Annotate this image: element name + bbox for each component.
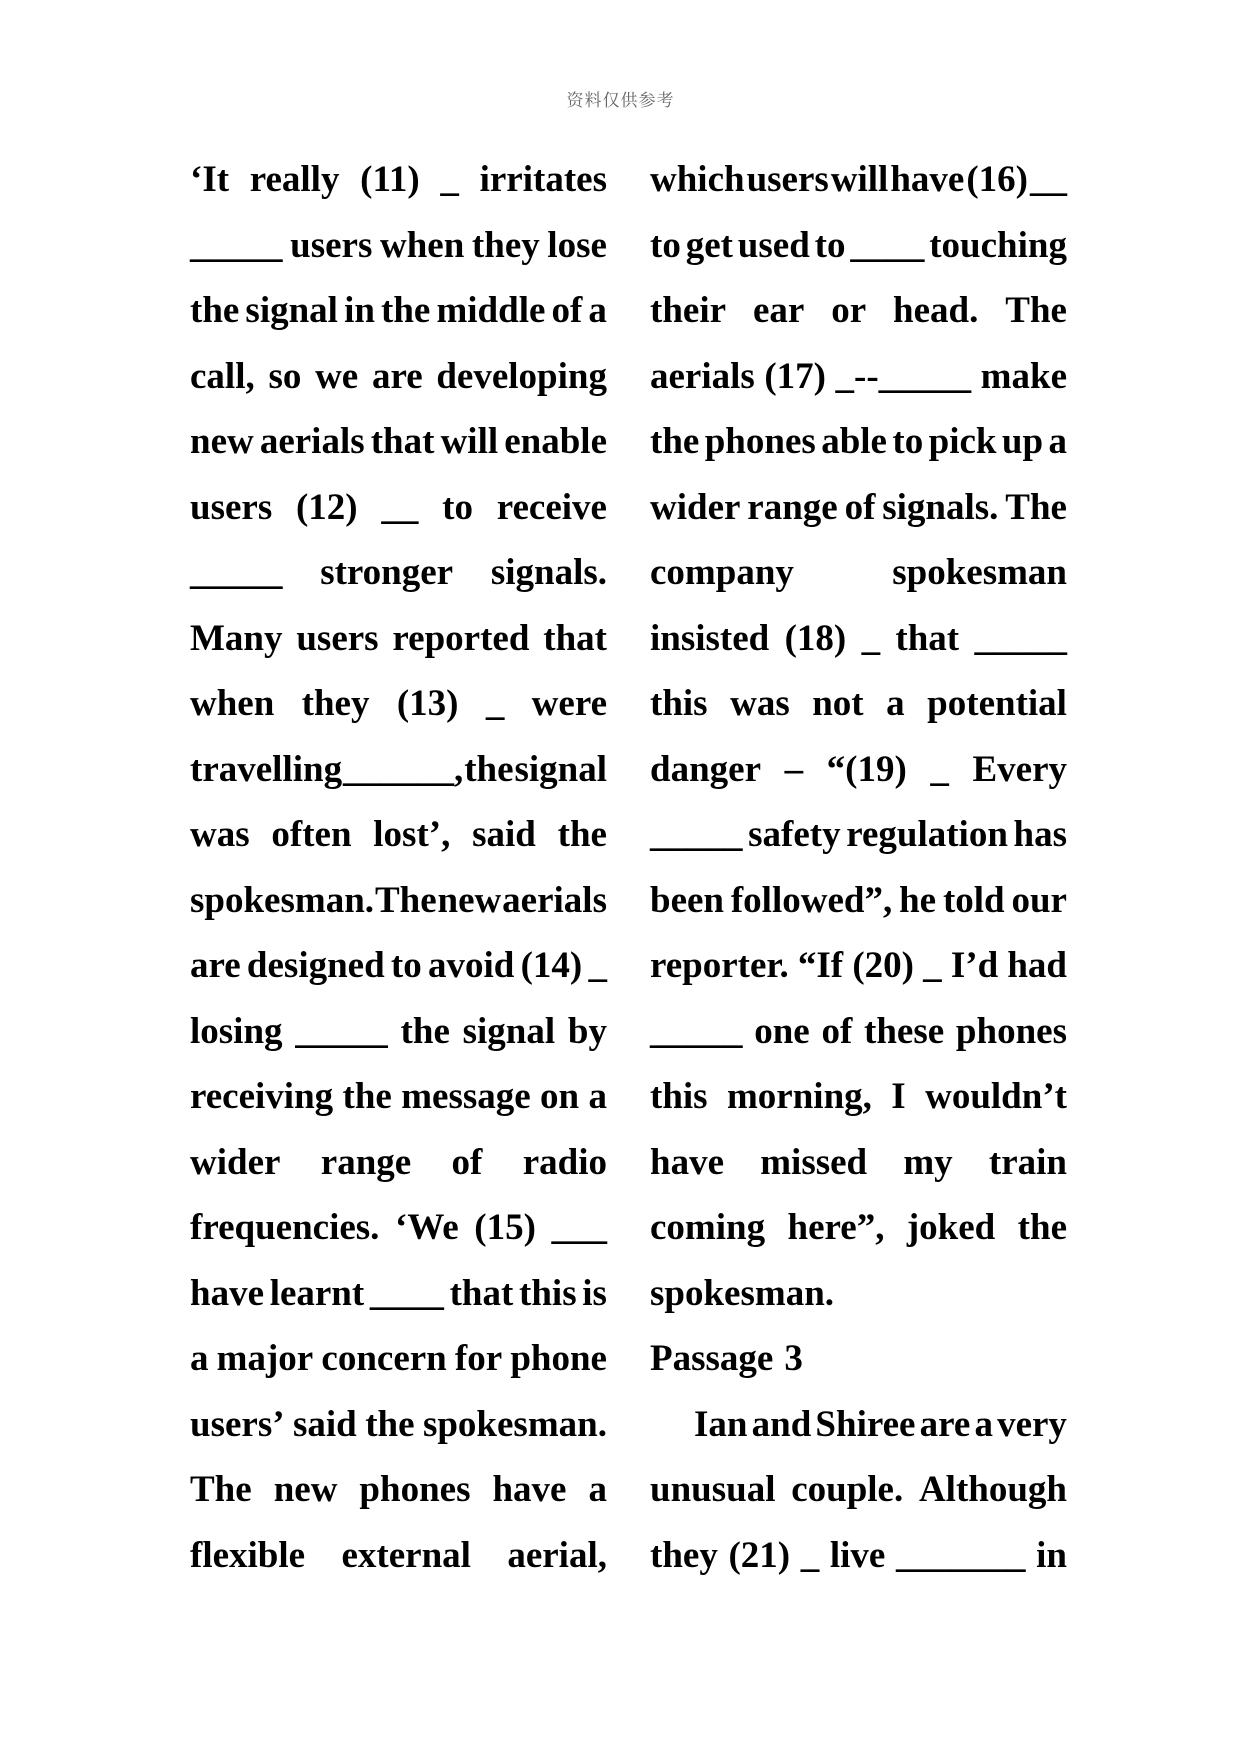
word: danger — [650, 748, 761, 790]
word: phones — [704, 421, 816, 462]
word: avoid — [427, 945, 515, 986]
page-header: 资料仅供参考 — [566, 91, 675, 111]
word: the — [650, 421, 700, 462]
word: __ — [381, 486, 419, 528]
word: will — [830, 159, 889, 200]
word: travelling — [190, 748, 343, 790]
text-line — [190, 351, 607, 417]
text-line — [190, 940, 607, 1006]
word: ____ — [369, 1272, 444, 1314]
word: Shiree — [815, 1403, 916, 1445]
text-line — [190, 547, 607, 613]
word: aerial, — [507, 1534, 607, 1576]
left-text-column — [190, 154, 607, 1595]
word: the — [190, 290, 240, 331]
word: (18) — [784, 617, 847, 659]
word: of — [821, 1010, 853, 1052]
word: range — [320, 1141, 412, 1183]
word: in — [344, 290, 375, 331]
text-line — [190, 1268, 607, 1334]
word: are — [371, 355, 423, 397]
word: _____ — [650, 1010, 743, 1052]
word: joked — [906, 1207, 996, 1248]
word: the — [365, 1403, 415, 1445]
word: _ — [861, 617, 881, 659]
word: (21) — [728, 1534, 791, 1576]
word: of — [451, 1141, 483, 1183]
word: _____ — [295, 1010, 388, 1052]
word: middle — [436, 290, 546, 331]
word: _______ — [895, 1534, 1026, 1576]
text-line — [650, 1006, 1067, 1072]
word: aerials — [259, 421, 365, 462]
word: to — [442, 486, 473, 528]
text-line — [650, 1137, 1067, 1203]
text-line — [190, 1071, 607, 1137]
text-line — [190, 678, 607, 744]
word: pick — [928, 421, 997, 462]
word: really — [249, 159, 340, 200]
word: frequencies. — [190, 1207, 380, 1248]
word: ‘It — [190, 159, 230, 200]
word: to — [390, 945, 422, 986]
text-line — [650, 744, 1067, 810]
word: have — [492, 1469, 567, 1510]
text-line — [190, 1333, 607, 1399]
word: spokesman. — [422, 1403, 607, 1445]
word: morning, — [726, 1076, 872, 1117]
word: they — [650, 1534, 718, 1576]
word: to — [814, 224, 846, 266]
word: get — [685, 224, 733, 266]
word: said — [472, 814, 536, 855]
word: to — [650, 224, 681, 266]
word: message — [401, 1076, 531, 1117]
word: regulation — [846, 814, 1008, 855]
word: The — [374, 879, 437, 921]
word: were — [531, 683, 607, 724]
word: users — [746, 159, 829, 200]
word: Every — [972, 748, 1067, 790]
word: the — [400, 1010, 450, 1052]
word: followed”, — [730, 879, 893, 921]
word: the — [381, 290, 431, 331]
word: their — [650, 290, 727, 331]
word: (14) — [520, 945, 583, 986]
text-line — [650, 220, 1067, 286]
word: concern — [321, 1338, 447, 1379]
word: phone — [510, 1338, 607, 1379]
word: my — [903, 1141, 953, 1183]
word: will — [440, 421, 499, 462]
text-line — [650, 1202, 1067, 1268]
word: I — [891, 1076, 906, 1117]
word: – — [784, 748, 804, 790]
text-line — [190, 1006, 607, 1072]
word: learnt — [269, 1272, 365, 1314]
word: train — [988, 1141, 1067, 1183]
text-line — [190, 1137, 607, 1203]
word: _ — [800, 1534, 820, 1576]
word: _ — [440, 159, 459, 200]
word: is — [582, 1272, 607, 1314]
text-line — [190, 1202, 607, 1268]
word: aerials — [650, 355, 755, 397]
word: they — [301, 683, 370, 724]
text-line — [650, 547, 1067, 613]
text-line — [650, 678, 1067, 744]
word: receive — [496, 486, 607, 528]
word: here”, — [787, 1207, 885, 1248]
word: the — [557, 814, 607, 855]
word: which — [650, 159, 745, 200]
word: (16) — [966, 159, 1028, 200]
text-line — [190, 285, 607, 351]
word: ear — [752, 290, 805, 331]
word: Ian — [694, 1403, 748, 1445]
text-line — [650, 482, 1067, 548]
word: had — [1007, 945, 1067, 986]
text-line — [650, 875, 1067, 941]
word: ______, — [343, 748, 464, 790]
word: ____ — [850, 224, 925, 266]
word: external — [341, 1534, 471, 1576]
text-line — [650, 351, 1067, 417]
word: __ — [1029, 159, 1067, 200]
text-line — [190, 875, 607, 941]
word: we — [315, 355, 359, 397]
word: _ — [485, 683, 505, 724]
word: ___ — [551, 1207, 607, 1248]
word: these — [864, 1010, 945, 1052]
word: very — [997, 1403, 1067, 1445]
word: range — [747, 486, 838, 528]
word: when — [379, 224, 465, 266]
word: wider — [650, 486, 741, 528]
word: a — [1048, 421, 1067, 462]
word: touching — [929, 224, 1067, 266]
word: _____ — [190, 552, 283, 593]
word: (17) — [764, 355, 826, 397]
word: The — [190, 1469, 252, 1510]
word: the — [342, 1076, 392, 1117]
text-line — [190, 613, 607, 679]
word: radio — [522, 1141, 607, 1183]
word: one — [754, 1010, 810, 1052]
word: the — [464, 748, 514, 790]
word: have — [650, 1141, 724, 1183]
word: coming — [650, 1207, 766, 1248]
word: that — [543, 617, 607, 659]
word: spokesman — [892, 552, 1067, 593]
word: Many — [190, 617, 283, 659]
word: have — [890, 159, 965, 200]
word: they — [471, 224, 540, 266]
word: company — [650, 552, 794, 593]
text-line — [190, 154, 607, 220]
text-line — [190, 1399, 607, 1465]
word: so — [268, 355, 302, 397]
word: Passage — [650, 1338, 774, 1379]
word: _--_____ — [835, 355, 972, 397]
word: to — [892, 421, 924, 462]
word: or — [831, 290, 867, 331]
word: (11) — [360, 159, 420, 200]
text-line — [190, 416, 607, 482]
word: signal — [462, 1010, 556, 1052]
word: wouldn’t — [925, 1076, 1067, 1117]
word: _ — [923, 945, 942, 986]
word: on — [540, 1076, 580, 1117]
text-line — [650, 613, 1067, 679]
word: the — [1017, 1207, 1067, 1248]
word: lose — [547, 224, 607, 266]
word: able — [821, 421, 887, 462]
word: of — [844, 486, 876, 528]
word: “If — [797, 945, 844, 986]
word: irritates — [479, 159, 607, 200]
text-line — [650, 1071, 1067, 1137]
text-line — [650, 285, 1067, 351]
text-line — [650, 809, 1067, 875]
word: ‘We — [395, 1207, 459, 1248]
word: users — [296, 617, 379, 659]
word: stronger — [320, 552, 454, 593]
word: up — [1001, 421, 1044, 462]
word: signal — [514, 748, 607, 790]
word: lost’, — [373, 814, 451, 855]
word: often — [271, 814, 352, 855]
word: flexible — [190, 1534, 306, 1576]
word: wider — [190, 1141, 281, 1183]
word: have — [190, 1272, 264, 1314]
word: a — [588, 1469, 607, 1510]
word: developing — [436, 355, 607, 397]
word: insisted — [650, 617, 770, 659]
text-line — [650, 1268, 1067, 1334]
word: make — [980, 355, 1067, 397]
word: this — [650, 683, 708, 724]
word: losing — [190, 1010, 283, 1052]
word: and — [751, 1403, 812, 1445]
word: are — [190, 945, 241, 986]
text-line — [650, 416, 1067, 482]
word: was — [730, 683, 790, 724]
word: said — [292, 1403, 357, 1445]
word: signal — [245, 290, 338, 331]
word: signals. — [490, 552, 607, 593]
word: I’d — [950, 945, 999, 986]
word: (15) — [474, 1207, 536, 1248]
word: Although — [918, 1469, 1067, 1510]
word: when — [190, 683, 275, 724]
word: in — [1036, 1534, 1067, 1576]
word: that — [449, 1272, 514, 1314]
word: _ — [588, 945, 607, 986]
word: spokesman. — [650, 1272, 835, 1314]
word: a — [886, 683, 905, 724]
text-line — [190, 1464, 607, 1530]
word: enable — [504, 421, 607, 462]
text-line — [190, 482, 607, 548]
word: used — [737, 224, 810, 266]
text-line — [190, 220, 607, 286]
word: missed — [760, 1141, 868, 1183]
word: been — [650, 879, 724, 921]
word: _____ — [974, 617, 1067, 659]
word: _ — [930, 748, 949, 790]
word: phones — [955, 1010, 1067, 1052]
word: has — [1013, 814, 1067, 855]
word: new — [437, 879, 502, 921]
word: new — [273, 1469, 338, 1510]
word: receiving — [190, 1076, 334, 1117]
word: not — [812, 683, 864, 724]
word: _____ — [190, 224, 283, 266]
word: The — [1005, 290, 1067, 331]
word: spokesman. — [190, 879, 375, 921]
word: users’ — [190, 1403, 285, 1445]
word: told — [942, 879, 1005, 921]
word: reporter. — [650, 945, 789, 986]
word: aerials — [502, 879, 607, 921]
right-text-column — [650, 154, 1067, 1595]
word: 3 — [784, 1338, 803, 1379]
word: designed — [246, 945, 385, 986]
text-line — [650, 1464, 1067, 1530]
text-line — [650, 1530, 1067, 1596]
word: by — [567, 1010, 607, 1052]
word: a — [974, 1403, 993, 1445]
word: (13) — [396, 683, 459, 724]
word: for — [454, 1338, 503, 1379]
word: a — [588, 1076, 607, 1117]
word: safety — [748, 814, 841, 855]
word: a — [190, 1338, 209, 1379]
word: this — [519, 1272, 577, 1314]
word: phones — [359, 1469, 471, 1510]
word: couple. — [791, 1469, 904, 1510]
word: call, — [190, 355, 255, 397]
word: (20) — [852, 945, 914, 986]
text-line — [650, 940, 1067, 1006]
text-line — [190, 744, 607, 810]
word: (12) — [295, 486, 358, 528]
word: this — [650, 1076, 708, 1117]
word: new — [190, 421, 254, 462]
word: The — [1005, 486, 1067, 528]
text-line — [190, 1530, 607, 1596]
word: a — [588, 290, 607, 331]
text-line — [650, 154, 1067, 220]
word: potential — [927, 683, 1067, 724]
word: that — [895, 617, 960, 659]
word: head. — [893, 290, 979, 331]
word: users — [290, 224, 373, 266]
word: “(19) — [826, 748, 907, 790]
word: _____ — [650, 814, 743, 855]
word: that — [370, 421, 435, 462]
word: are — [919, 1403, 971, 1445]
text-line — [190, 809, 607, 875]
word: was — [190, 814, 250, 855]
text-line — [650, 1399, 1067, 1465]
word: of — [551, 290, 583, 331]
word: he — [899, 879, 937, 921]
section-heading — [650, 1333, 1067, 1399]
word: unusual — [650, 1469, 776, 1510]
word: signals. — [882, 486, 999, 528]
word: major — [216, 1338, 314, 1379]
word: reported — [392, 617, 530, 659]
word: users — [190, 486, 273, 528]
word: live — [829, 1534, 886, 1576]
word: our — [1011, 879, 1067, 921]
